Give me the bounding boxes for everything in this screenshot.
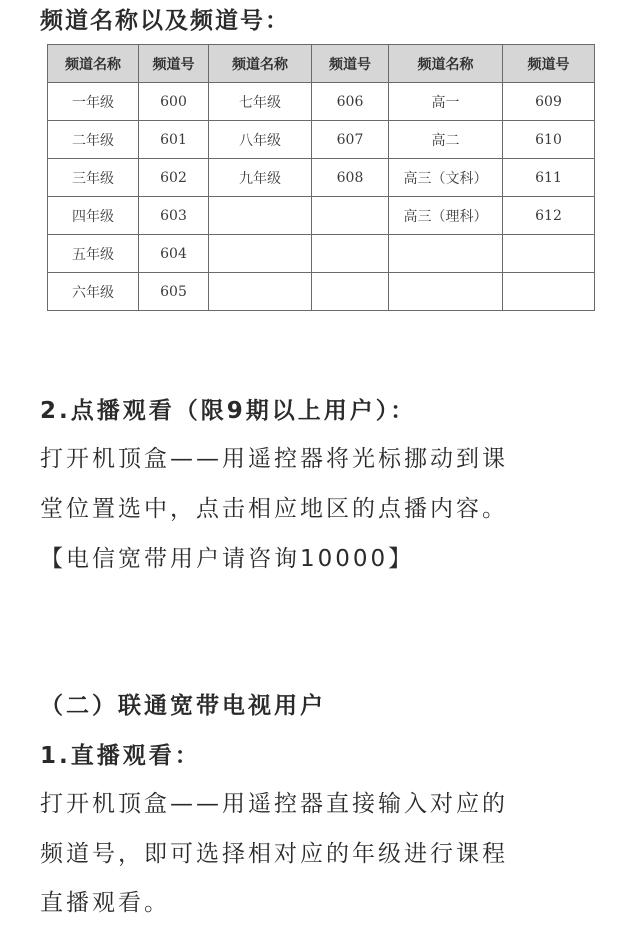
channel-name-cell: 高一 xyxy=(389,83,503,121)
table-row xyxy=(48,121,595,159)
channel-number-cell: 609 xyxy=(503,83,595,121)
channel-name-cell xyxy=(209,235,312,273)
channel-number-cell: 604 xyxy=(139,235,209,273)
channel-number-cell: 607 xyxy=(312,121,389,159)
table-row xyxy=(48,159,595,197)
channel-list-heading: 频道名称以及频道号： xyxy=(40,8,290,34)
channel-name-cell: 九年级 xyxy=(209,159,312,197)
table-header-row xyxy=(48,45,595,83)
channel-number-cell: 608 xyxy=(312,159,389,197)
channel-number-cell xyxy=(503,273,595,311)
channel-number-cell xyxy=(312,235,389,273)
channel-table xyxy=(47,44,595,311)
table-row xyxy=(48,83,595,121)
channel-number-cell: 612 xyxy=(503,197,595,235)
channel-name-cell: 高二 xyxy=(389,121,503,159)
table-row xyxy=(48,235,595,273)
vod-instruction-line: 堂位置选中，点击相应地区的点播内容。 xyxy=(40,496,508,522)
channel-name-cell: 八年级 xyxy=(209,121,312,159)
channel-number-cell: 603 xyxy=(139,197,209,235)
channel-number-cell: 601 xyxy=(139,121,209,159)
live-section-title: 1.直播观看： xyxy=(40,743,201,769)
live-instruction-line: 直播观看。 xyxy=(40,890,170,916)
header-channel-number: 频道号 xyxy=(139,45,209,83)
channel-name-cell: 高三（理科） xyxy=(389,197,503,235)
header-channel-name: 频道名称 xyxy=(389,45,503,83)
header-channel-name: 频道名称 xyxy=(209,45,312,83)
channel-name-cell: 七年级 xyxy=(209,83,312,121)
channel-number-cell xyxy=(312,273,389,311)
channel-number-cell: 602 xyxy=(139,159,209,197)
channel-name-cell xyxy=(209,273,312,311)
channel-name-cell: 四年级 xyxy=(48,197,139,235)
channel-name-cell: 三年级 xyxy=(48,159,139,197)
table-row xyxy=(48,273,595,311)
table-row xyxy=(48,197,595,235)
live-instruction-line: 打开机顶盒——用遥控器直接输入对应的 xyxy=(40,791,508,817)
unicom-section-title: （二）联通宽带电视用户 xyxy=(40,693,326,719)
channel-number-cell: 605 xyxy=(139,273,209,311)
channel-number-cell xyxy=(312,197,389,235)
vod-instruction-line: 打开机顶盒——用遥控器将光标挪动到课 xyxy=(40,446,508,472)
live-instruction-line: 频道号，即可选择相对应的年级进行课程 xyxy=(40,841,508,867)
channel-name-cell: 二年级 xyxy=(48,121,139,159)
channel-number-cell xyxy=(503,235,595,273)
header-channel-number: 频道号 xyxy=(312,45,389,83)
channel-name-cell: 五年级 xyxy=(48,235,139,273)
channel-number-cell: 606 xyxy=(312,83,389,121)
channel-name-cell xyxy=(209,197,312,235)
header-channel-name: 频道名称 xyxy=(48,45,139,83)
channel-name-cell xyxy=(389,273,503,311)
channel-name-cell: 一年级 xyxy=(48,83,139,121)
channel-number-cell: 600 xyxy=(139,83,209,121)
channel-name-cell xyxy=(389,235,503,273)
channel-name-cell: 高三（文科） xyxy=(389,159,503,197)
header-channel-number: 频道号 xyxy=(503,45,595,83)
telecom-contact-note: 【电信宽带用户请咨询10000】 xyxy=(40,546,415,572)
channel-number-cell: 610 xyxy=(503,121,595,159)
channel-name-cell: 六年级 xyxy=(48,273,139,311)
vod-section-title: 2.点播观看（限9期以上用户）： xyxy=(40,398,417,424)
channel-number-cell: 611 xyxy=(503,159,595,197)
